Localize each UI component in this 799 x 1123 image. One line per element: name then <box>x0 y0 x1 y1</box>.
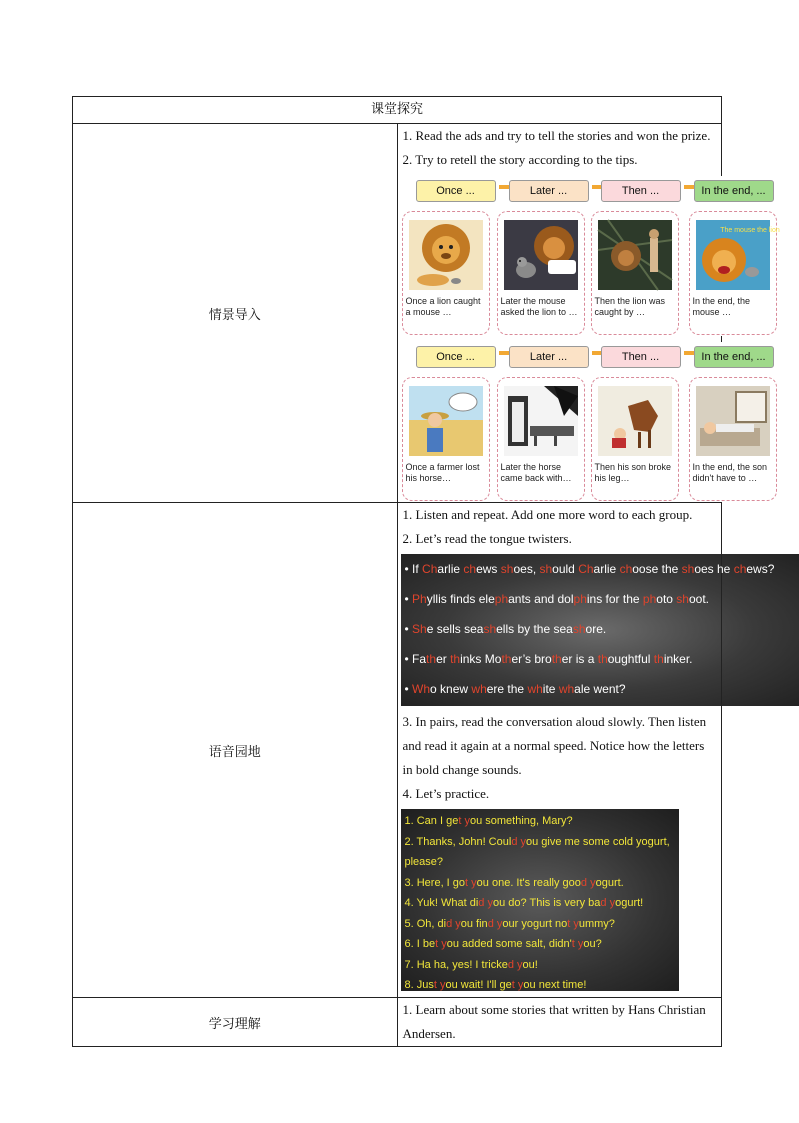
story-sequence-farmer <box>401 342 781 502</box>
highlighted-letters: wh <box>527 682 543 696</box>
practice-line <box>401 873 679 894</box>
practice-line <box>401 955 679 976</box>
line-text: ou! <box>522 958 538 971</box>
highlighted-letters: Wh <box>412 682 431 696</box>
tongue-twister-line <box>401 557 799 587</box>
line-text: ou added some salt, didn' <box>446 938 572 950</box>
tongue-twister-line <box>401 587 799 617</box>
line-text: ou next time! <box>523 979 587 991</box>
highlighted-letters: d y <box>511 835 526 848</box>
line-text: oughtful <box>607 652 654 666</box>
story-caption: Then his son broke his leg… <box>594 462 672 483</box>
line-text: oose the <box>632 562 682 576</box>
story-card <box>497 377 585 501</box>
highlighted-letters: sh <box>483 622 497 636</box>
highlighted-letters: ph <box>573 592 587 606</box>
highlighted-letters: wh <box>558 682 575 696</box>
story-card <box>402 211 490 335</box>
line-text: ou wait! I'll ge <box>445 979 512 991</box>
section-label: 学习理解 <box>73 998 398 1047</box>
line-text: • If <box>404 562 423 576</box>
practice-conversation-panel <box>401 809 679 991</box>
story-caption: In the end, the son didn't have to … <box>692 462 768 483</box>
highlighted-letters: ph <box>494 592 509 606</box>
highlighted-letters: th <box>450 652 461 666</box>
highlighted-letters: sh <box>676 592 689 606</box>
highlighted-letters: sh <box>539 562 553 576</box>
line-text: arlie <box>437 562 464 576</box>
step-once: Once ... <box>416 346 496 368</box>
section-content <box>397 998 722 1047</box>
book-cover-illustration <box>696 220 780 290</box>
story-caption: Then the lion was caught by … <box>594 296 666 317</box>
line-text: 1. Can I ge <box>404 815 459 827</box>
line-text: er’s bro <box>511 652 552 666</box>
step-in-the-end: In the end, ... <box>694 180 774 202</box>
practice-line <box>401 893 679 914</box>
line-text: • <box>404 682 413 696</box>
line-text: ou one. It's really goo <box>476 876 581 889</box>
highlighted-letters: t y <box>433 979 446 991</box>
highlighted-letters: sh <box>572 622 586 636</box>
practice-line <box>401 852 679 873</box>
line-text: ells by the sea <box>496 622 573 636</box>
line-text: • <box>404 622 413 636</box>
line-text: 6. I be <box>404 938 436 950</box>
highlighted-letters: t y <box>435 938 447 950</box>
line-text: inker. <box>663 652 693 666</box>
instruction-paragraph: 3. In pairs, read the conversation aloud slowly. Then listen and read it again at a normal speed. Notice how the letters in bold change sounds. <box>402 714 707 777</box>
step-then: Then ... <box>601 180 681 202</box>
tongue-twister-line <box>401 677 799 707</box>
story-caption: In the end, the mouse … <box>692 296 751 317</box>
story-caption: Once a lion caught a mouse … <box>405 296 481 317</box>
highlighted-letters: d y <box>478 897 493 909</box>
line-text: oot. <box>688 592 709 606</box>
highlighted-letters: ch <box>619 562 633 576</box>
highlighted-letters: Ch <box>578 562 594 576</box>
line-text: ews? <box>746 562 775 576</box>
story-card <box>497 211 585 335</box>
line-text: oes, <box>513 562 540 576</box>
highlighted-letters: sh <box>681 562 695 576</box>
highlighted-letters: d y <box>507 958 523 971</box>
section-phonics <box>73 503 722 998</box>
line-text: ore. <box>585 622 607 636</box>
highlighted-letters: th <box>426 652 437 666</box>
instruction-line: 4. Let’s practice. <box>402 786 490 801</box>
highlighted-letters: ph <box>642 592 657 606</box>
section-content <box>397 503 775 998</box>
highlighted-letters: th <box>653 652 664 666</box>
story-caption: Once a farmer lost his horse… <box>405 462 480 483</box>
lesson-table <box>72 96 780 1047</box>
highlighted-letters: d y <box>487 917 503 930</box>
son-falls-illustration <box>598 386 672 456</box>
highlighted-letters: ch <box>463 562 477 576</box>
line-text: ou give me some cold yogurt, <box>526 835 670 848</box>
line-text: ou do? This is very ba <box>492 897 601 909</box>
step-later: Later ... <box>509 180 589 202</box>
book-title-text: The mouse the lion <box>719 227 780 234</box>
line-text: ummy? <box>578 917 615 930</box>
story-card <box>591 377 679 501</box>
section-label: 语音园地 <box>73 503 398 998</box>
lion-caught-illustration <box>598 220 672 290</box>
highlighted-letters: t y <box>511 979 524 991</box>
line-text: our yogurt no <box>502 917 568 930</box>
highlighted-letters: t y <box>567 917 579 930</box>
line-text: 3. Here, I go <box>404 876 466 889</box>
highlighted-letters: th <box>597 652 608 666</box>
highlighted-letters: d y <box>446 917 461 930</box>
instruction-line: 1. Learn about some stories that written by Hans Christian Andersen. <box>402 1002 706 1041</box>
step-then: Then ... <box>601 346 681 368</box>
line-text: oes he <box>694 562 734 576</box>
line-text: 7. Ha ha, yes! I tricke <box>404 958 508 971</box>
practice-line <box>401 914 679 935</box>
section-scene-intro <box>73 124 722 503</box>
story-card <box>689 211 780 335</box>
line-text: 4. Yuk! What di <box>404 897 479 909</box>
line-text: • <box>404 592 413 606</box>
line-text: 2. Thanks, John! Coul <box>404 835 512 848</box>
instruction-line: 2. Try to retell the story according to the tips. <box>402 152 638 167</box>
line-text: oto <box>656 592 677 606</box>
line-text: ere the <box>486 682 528 696</box>
line-text: er is a <box>561 652 598 666</box>
highlighted-letters: Sh <box>412 622 427 636</box>
line-text: ale went? <box>574 682 626 696</box>
instruction-line: 1. Read the ads and try to tell the stories and won the prize. <box>402 128 711 143</box>
practice-line <box>401 832 679 853</box>
line-text: arlie <box>593 562 620 576</box>
tongue-twister-line <box>401 617 799 647</box>
son-in-bed-illustration <box>696 386 770 456</box>
story-caption: Later the horse came back with… <box>500 462 572 483</box>
horses-return-illustration <box>504 386 578 456</box>
step-once: Once ... <box>416 180 496 202</box>
highlighted-letters: wh <box>471 682 487 696</box>
line-text: yllis finds ele <box>426 592 495 606</box>
line-text: o knew <box>430 682 472 696</box>
line-text: ogurt. <box>595 876 624 889</box>
section-content <box>397 124 780 503</box>
table-header: 课堂探究 <box>73 97 722 124</box>
line-text: ou something, Mary? <box>469 815 573 827</box>
highlighted-letters: ch <box>733 562 747 576</box>
lion-mouse-illustration <box>409 220 483 290</box>
instruction-line: 2. Let’s read the tongue twisters. <box>402 531 572 546</box>
highlighted-letters: sh <box>500 562 514 576</box>
highlighted-letters: t y <box>458 815 470 827</box>
highlighted-letters: t y <box>465 876 477 889</box>
line-text: e sells sea <box>426 622 484 636</box>
highlighted-letters: Ph <box>412 592 427 606</box>
highlighted-letters: Ch <box>422 562 438 576</box>
story-card <box>591 211 679 335</box>
highlighted-letters: d y <box>600 897 616 909</box>
section-label: 情景导入 <box>73 124 398 503</box>
story-sequence-lion <box>401 176 781 336</box>
farmer-illustration <box>409 386 483 456</box>
line-text: inks Mo <box>460 652 502 666</box>
highlighted-letters: d y <box>580 876 596 889</box>
line-text: ants and dol <box>508 592 574 606</box>
line-text: ould <box>552 562 579 576</box>
line-text: please? <box>404 856 444 868</box>
highlighted-letters: th <box>501 652 512 666</box>
section-learning <box>73 998 722 1047</box>
practice-line <box>401 934 679 955</box>
line-text: er <box>436 652 451 666</box>
line-text: ews <box>476 562 501 576</box>
story-card <box>402 377 490 501</box>
line-text: ite <box>542 682 559 696</box>
line-text: ou fin <box>460 917 488 930</box>
lion-talking-mouse-illustration <box>504 220 578 290</box>
story-card <box>689 377 777 501</box>
tongue-twister-panel <box>401 554 799 706</box>
practice-line <box>401 811 679 832</box>
step-in-the-end: In the end, ... <box>694 346 774 368</box>
line-text: ogurt! <box>615 897 644 909</box>
instruction-line: 1. Listen and repeat. Add one more word to each group. <box>402 507 693 522</box>
line-text: 8. Jus <box>404 979 434 991</box>
line-text: • Fa <box>404 652 427 666</box>
practice-line <box>401 975 679 996</box>
line-text: ou? <box>583 938 602 950</box>
tongue-twister-line <box>401 647 799 677</box>
highlighted-letters: t y <box>571 938 584 950</box>
highlighted-letters: th <box>551 652 562 666</box>
line-text: 5. Oh, di <box>404 917 447 930</box>
line-text: ins for the <box>586 592 643 606</box>
story-caption: Later the mouse asked the lion to … <box>500 296 578 317</box>
step-later: Later ... <box>509 346 589 368</box>
